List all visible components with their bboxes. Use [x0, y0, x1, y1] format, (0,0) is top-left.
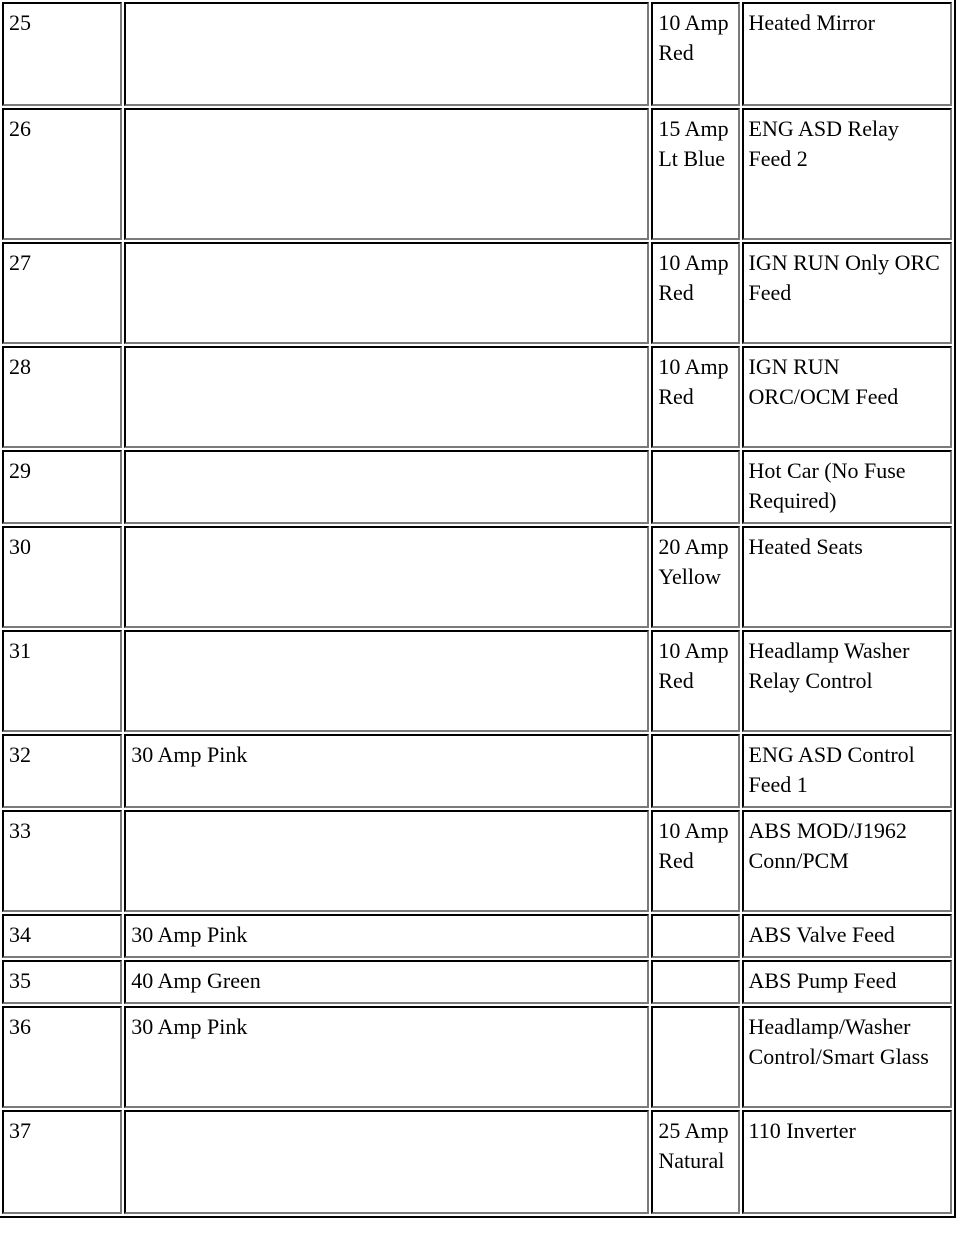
cartridge-fuse-cell: 30 Amp Pink — [124, 734, 649, 808]
cartridge-fuse-cell — [124, 1110, 649, 1214]
mini-fuse-cell: 25 Amp Natural — [651, 1110, 739, 1214]
cartridge-fuse-cell — [124, 810, 649, 912]
cartridge-fuse-cell — [124, 630, 649, 732]
cartridge-fuse-cell: 30 Amp Pink — [124, 914, 649, 958]
description-cell: 110 Inverter — [742, 1110, 952, 1214]
cartridge-fuse-cell — [124, 450, 649, 524]
mini-fuse-cell — [651, 1006, 739, 1108]
cavity-cell: 27 — [2, 242, 122, 344]
table-row — [2, 242, 952, 344]
description-cell: ENG ASD Control Feed 1 — [742, 734, 952, 808]
cavity-cell: 35 — [2, 960, 122, 1004]
description-cell: Headlamp/Washer Control/Smart Glass — [742, 1006, 952, 1108]
mini-fuse-cell — [651, 914, 739, 958]
description-cell: ABS MOD/J1962 Conn/PCM — [742, 810, 952, 912]
description-cell: ABS Valve Feed — [742, 914, 952, 958]
cavity-cell: 34 — [2, 914, 122, 958]
cartridge-fuse-cell — [124, 242, 649, 344]
mini-fuse-cell: 10 Amp Red — [651, 242, 739, 344]
cartridge-fuse-cell — [124, 2, 649, 106]
table-row — [2, 1006, 952, 1108]
description-cell: Headlamp Washer Relay Control — [742, 630, 952, 732]
table-row — [2, 630, 952, 732]
cartridge-fuse-cell — [124, 108, 649, 240]
table-row — [2, 450, 952, 524]
cavity-cell: 33 — [2, 810, 122, 912]
description-cell: Heated Mirror — [742, 2, 952, 106]
cavity-cell: 31 — [2, 630, 122, 732]
cavity-cell: 29 — [2, 450, 122, 524]
cavity-cell: 37 — [2, 1110, 122, 1214]
cavity-cell: 26 — [2, 108, 122, 240]
table-row — [2, 914, 952, 958]
cartridge-fuse-cell: 30 Amp Pink — [124, 1006, 649, 1108]
mini-fuse-cell: 20 Amp Yellow — [651, 526, 739, 628]
table-row — [2, 810, 952, 912]
mini-fuse-cell: 10 Amp Red — [651, 346, 739, 448]
table-row — [2, 960, 952, 1004]
mini-fuse-cell — [651, 960, 739, 1004]
description-cell: Heated Seats — [742, 526, 952, 628]
cartridge-fuse-cell: 40 Amp Green — [124, 960, 649, 1004]
table-row — [2, 1110, 952, 1214]
table-row — [2, 734, 952, 808]
table-row — [2, 108, 952, 240]
cavity-cell: 32 — [2, 734, 122, 808]
mini-fuse-cell — [651, 450, 739, 524]
cavity-cell: 36 — [2, 1006, 122, 1108]
description-cell: IGN RUN ORC/OCM Feed — [742, 346, 952, 448]
cartridge-fuse-cell — [124, 526, 649, 628]
cartridge-fuse-cell — [124, 346, 649, 448]
description-cell: IGN RUN Only ORC Feed — [742, 242, 952, 344]
cavity-cell: 28 — [2, 346, 122, 448]
cavity-cell: 30 — [2, 526, 122, 628]
mini-fuse-cell: 10 Amp Red — [651, 2, 739, 106]
cavity-cell: 25 — [2, 2, 122, 106]
description-cell: ENG ASD Relay Feed 2 — [742, 108, 952, 240]
table-row — [2, 2, 952, 106]
mini-fuse-cell — [651, 734, 739, 808]
description-cell: Hot Car (No Fuse Required) — [742, 450, 952, 524]
mini-fuse-cell: 10 Amp Red — [651, 810, 739, 912]
table-row — [2, 526, 952, 628]
description-cell: ABS Pump Feed — [742, 960, 952, 1004]
mini-fuse-cell: 10 Amp Red — [651, 630, 739, 732]
table-row — [2, 346, 952, 448]
mini-fuse-cell: 15 Amp Lt Blue — [651, 108, 739, 240]
